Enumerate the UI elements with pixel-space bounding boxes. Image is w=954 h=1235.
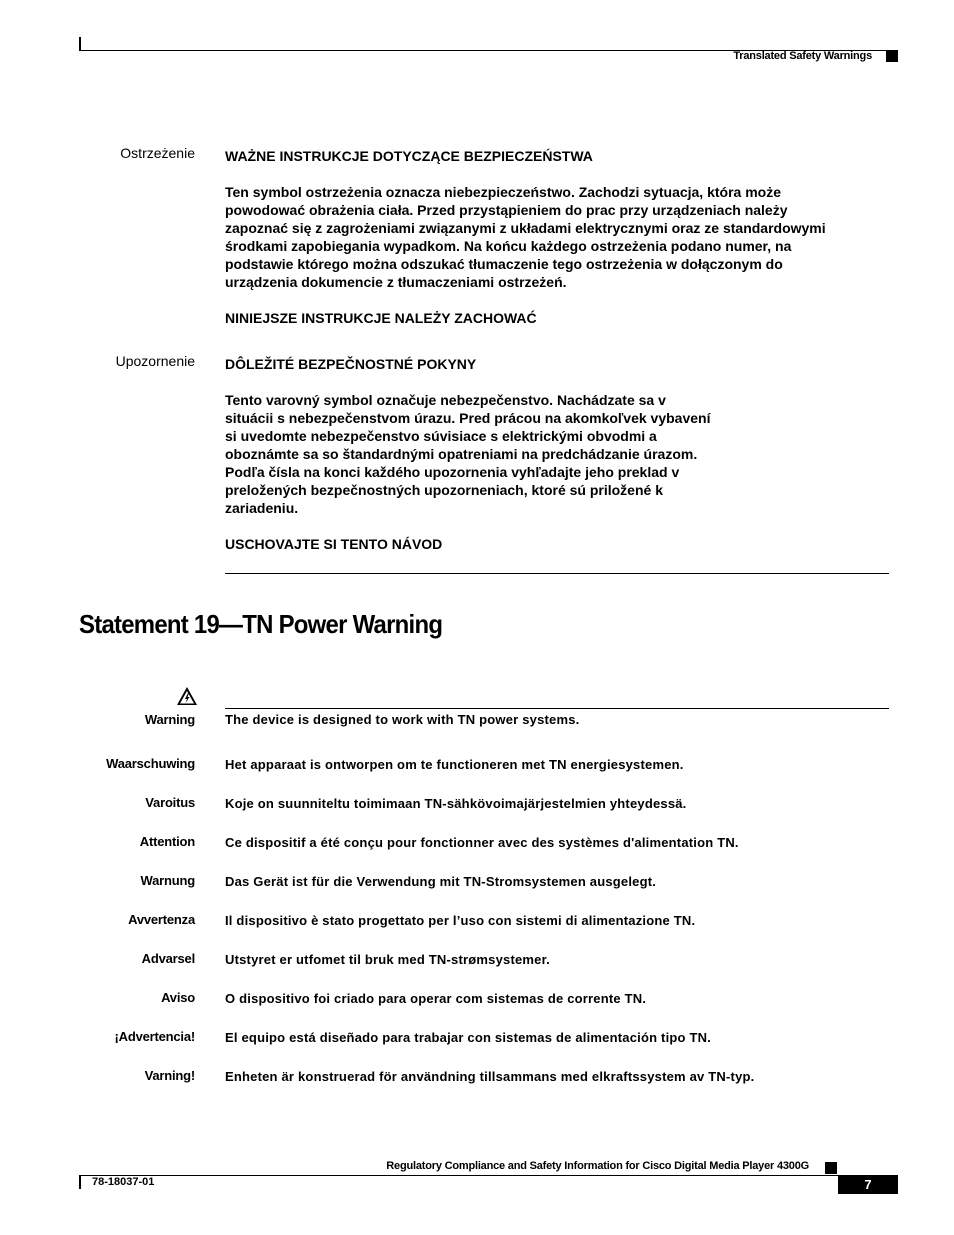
translation-footer: NINIEJSZE INSTRUKCJE NALEŻY ZACHOWAĆ <box>225 310 537 326</box>
warning-text: Enheten är konstruerad för användning tillsammans med elkraftssystem av TN-typ. <box>225 1069 755 1084</box>
warning-label: Attention <box>139 834 195 849</box>
translation-heading: DÔLEŽITÉ BEZPEČNOSTNÉ POKYNY <box>225 356 477 372</box>
translation-block-polish <box>225 147 875 327</box>
translation-line: podstawie którego można odszukać tłumaczenie tego ostrzeżenia w dołączonym do <box>225 256 783 272</box>
page-number: 7 <box>838 1175 898 1194</box>
warning-text: Koje on suunniteltu toimimaan TN-sähkövoimajärjestelmien yhteydessä. <box>225 796 687 811</box>
warning-text: Utstyret er utfomet til bruk med TN-strømsystemer. <box>225 952 550 967</box>
header-section-title: Translated Safety Warnings <box>733 50 872 62</box>
warning-text: Das Gerät ist für die Verwendung mit TN-Stromsystemen ausgelegt. <box>225 874 657 889</box>
translation-block-slovak <box>225 355 875 553</box>
warning-label: Varning! <box>144 1068 195 1083</box>
translation-label-polish: Ostrzeżenie <box>120 145 195 161</box>
warning-label: Warning <box>144 712 195 727</box>
footer-doc-number: 78-18037-01 <box>92 1176 155 1188</box>
translation-line: środkami zapobiegania wypadkom. Na końcu każdego ostrzeżenia podano numer, na <box>225 238 792 254</box>
translation-line: Podľa čísla na konci každého upozornenia vyhľadajte jeho preklad v <box>225 464 680 480</box>
warning-text: Het apparaat is ontworpen om te functioneren met TN energiesystemen. <box>225 757 684 772</box>
translation-line: powodować obrażenia ciała. Przed przystąpieniem do prac przy urządzeniach należy <box>225 202 788 218</box>
translation-footer: USCHOVAJTE SI TENTO NÁVOD <box>225 536 443 552</box>
warning-triangle-icon <box>176 686 198 706</box>
header-block <box>886 50 898 62</box>
warning-label: Aviso <box>161 990 195 1005</box>
statement-title: Statement 19—TN Power Warning <box>79 609 443 639</box>
warning-label: Warnung <box>140 873 195 888</box>
footer-block <box>825 1162 837 1174</box>
translation-line: oboznámte sa so štandardnými opatreniami na predchádzanie úrazom. <box>225 446 698 462</box>
translation-line: Tento varovný symbol označuje nebezpečenstvo. Nachádzate sa v <box>225 392 666 408</box>
footer-tick <box>79 1175 81 1189</box>
warning-text: The device is designed to work with TN power systems. <box>225 712 580 727</box>
footer-rule <box>79 1175 838 1176</box>
translation-line: preložených bezpečnostných upozorneniach, ktoré sú priložené k <box>225 482 663 498</box>
translation-line: Ten symbol ostrzeżenia oznacza niebezpieczeństwo. Zachodzi sytuacja, która może <box>225 184 782 200</box>
warning-label: Avvertenza <box>128 912 195 927</box>
translation-line: si uvedomte nebezpečenstvo súvisiace s elektrickými obvodmi a <box>225 428 657 444</box>
warning-text: Il dispositivo è stato progettato per l’uso con sistemi di alimentazione TN. <box>225 913 696 928</box>
warning-label: ¡Advertencia! <box>114 1029 195 1044</box>
warning-label: Waarschuwing <box>106 756 195 771</box>
warning-rule <box>225 708 889 709</box>
warning-label: Advarsel <box>141 951 195 966</box>
section-divider <box>225 573 889 574</box>
translation-line: urządzenia dokumencie z tłumaczeniami ostrzeżeń. <box>225 274 567 290</box>
translation-line: situácii s nebezpečenstvom úrazu. Pred prácou na akomkoľvek vybavení <box>225 410 711 426</box>
warning-text: El equipo está diseñado para trabajar con sistemas de alimentación tipo TN. <box>225 1030 712 1045</box>
translation-label-slovak: Upozornenie <box>115 353 195 369</box>
translation-line: zapoznać się z zagrożeniami związanymi z układami elektrycznymi oraz ze standardowymi <box>225 220 826 236</box>
header-tick <box>79 37 81 51</box>
warning-text: O dispositivo foi criado para operar com sistemas de corrente TN. <box>225 991 647 1006</box>
footer-doc-title: Regulatory Compliance and Safety Information for Cisco Digital Media Player 4300G <box>386 1160 809 1172</box>
translation-heading: WAŻNE INSTRUKCJE DOTYCZĄCE BEZPIECZEŃSTWA <box>225 148 593 164</box>
warning-label: Varoitus <box>145 795 195 810</box>
warning-text: Ce dispositif a été conçu pour fonctionner avec des systèmes d'alimentation TN. <box>225 835 739 850</box>
translation-line: zariadeniu. <box>225 500 299 516</box>
